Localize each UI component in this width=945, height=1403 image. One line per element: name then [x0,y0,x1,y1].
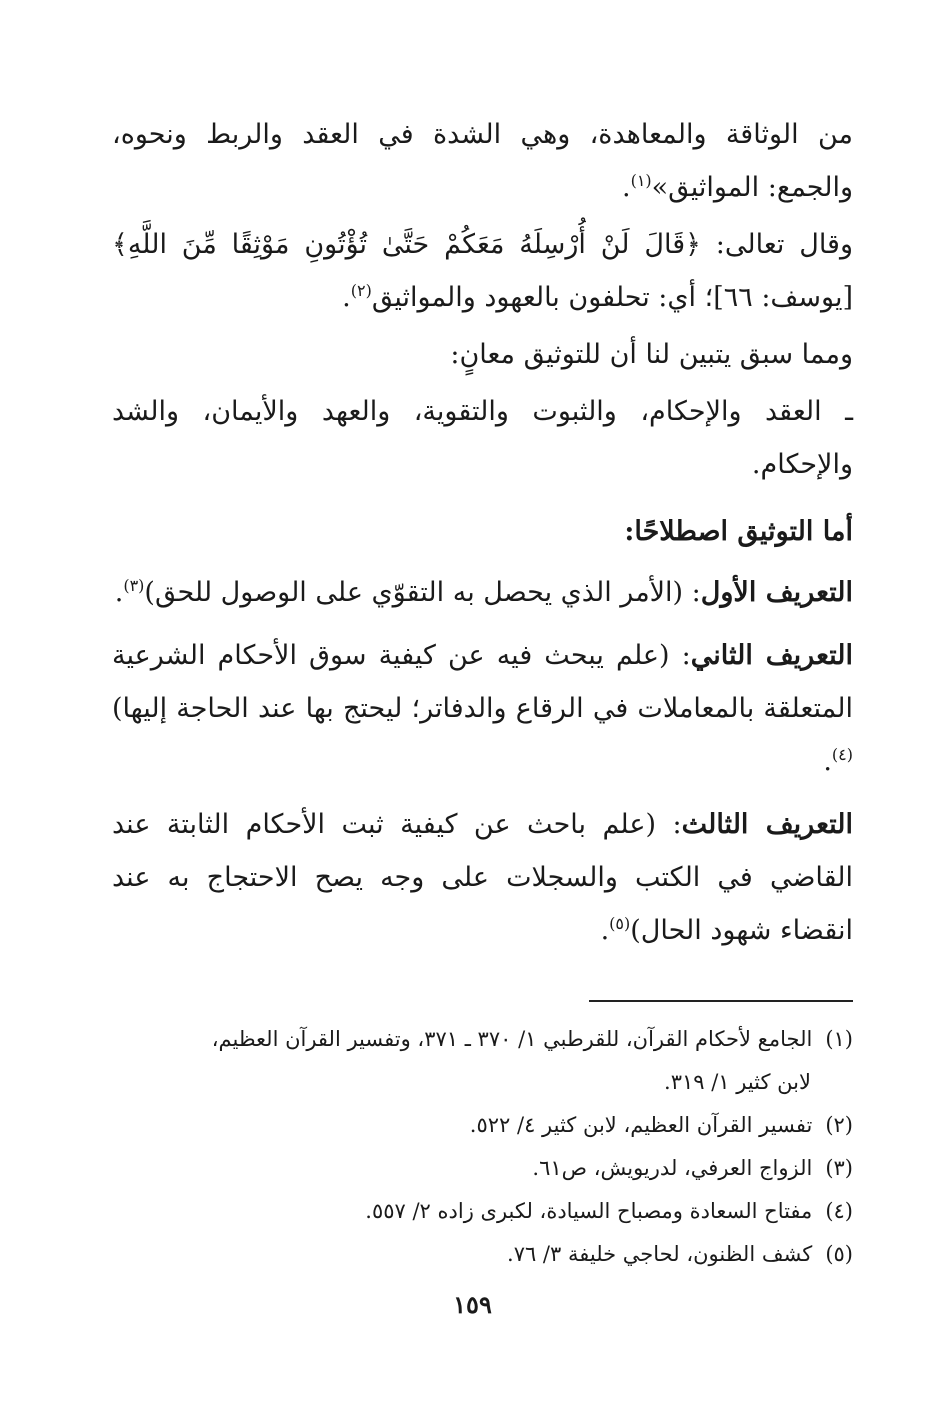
main-text [112,108,853,967]
paragraph-2-text: [يوسف: ٦٦]؛ أي: تحلفون بالعهود والمواثيق [371,282,853,313]
footnote-ref-3: (٣) [123,576,145,595]
footnote-ref-2: (٢) [350,281,372,300]
definition-2-term: التعريف الثاني [690,640,853,671]
paragraph-1-text: من الوثاقة والمعاهدة، وهي الشدة في العقد والربط ونحوه، والجمع: المواثيق» [112,119,853,203]
footnote-number: (١) [825,1027,853,1051]
footnote-ref-1: (١) [630,171,652,190]
footnote-2 [112,1104,853,1147]
footnote-text: تفسير القرآن العظيم، لابن كثير ٤/ ٥٢٢. [469,1113,813,1137]
paragraph-3: ومما سبق يتبين لنا أن للتوثيق معانٍ: [450,339,853,370]
footnote-text: مفتاح السعادة ومصباح السيادة، لكبرى زاده ٢/ ٥٥٧. [365,1199,813,1223]
footnote-ref-5: (٥) [609,914,631,933]
definition-2-text: : (علم يبحث فيه عن كيفية سوق الأحكام الشرعية المتعلقة بالمعاملات في الرقاع والدفاتر؛ ليحتج بها عند الحاجة إليها) [112,640,853,724]
definition-3 [112,798,853,957]
footnote-text: كشف الظنون، لحاجي خليفة ٣/ ٧٦. [507,1242,813,1266]
quran-verse: ﴿قَالَ لَنْ أُرْسِلَهُ مَعَكُمْ حَتَّىٰ تُؤْتُونِ مَوْثِقًا مِّنَ اللَّهِ﴾ [112,229,701,260]
paragraph-2-end: . [342,282,351,313]
paragraph-4: ـ العقد والإحكام، والثبوت والتقوية، والعهد والأيمان، والشد والإحكام. [112,396,853,480]
footnote-text: الزواج العرفي، لدريويش، ص٦١. [532,1156,813,1180]
definition-2 [112,629,853,788]
paragraph-1-end: . [621,172,631,203]
footnote-number: (٣) [825,1156,853,1180]
definition-1-text: : (الأمر الذي يحصل به التقوّي على الوصول للحق) [144,577,701,608]
section-heading: أما التوثيق اصطلاحًا: [624,516,853,547]
definition-3-term: التعريف الثالث [681,809,853,840]
footnote-ref-4: (٤) [831,745,853,764]
page-number: ١٥٩ [453,1290,492,1319]
definition-1-term: التعريف الأول [700,577,853,608]
footnote-number: (٢) [825,1113,853,1137]
footnote-1 [112,1018,853,1061]
definition-2-end: . [823,746,832,777]
footnote-divider [589,1000,853,1002]
paragraph-2 [112,218,853,324]
footnote-text: الجامع لأحكام القرآن، للقرطبي ١/ ٣٧٠ ـ ٣٧١، وتفسير القرآن العظيم، [211,1027,813,1051]
footnote-4 [112,1190,853,1233]
paragraph-1 [112,108,853,214]
footnotes [112,1018,853,1276]
footnote-5 [112,1233,853,1276]
definition-3-text: : (علم باحث عن كيفية ثبت الأحكام الثابتة عند القاضي في الكتب والسجلات على وجه يصح الاحتجاج به عند انقضاء شهود الحال) [112,809,853,946]
definition-1-end: . [114,577,124,608]
definition-1 [112,566,853,619]
footnote-number: (٤) [825,1199,853,1223]
footnote-number: (٥) [825,1242,853,1266]
paragraph-2-intro: وقال تعالى: [700,229,853,260]
footnote-3 [112,1147,853,1190]
footnote-1-continuation: لابن كثير ١/ ٣١٩. [664,1070,811,1094]
definition-3-end: . [600,915,610,946]
